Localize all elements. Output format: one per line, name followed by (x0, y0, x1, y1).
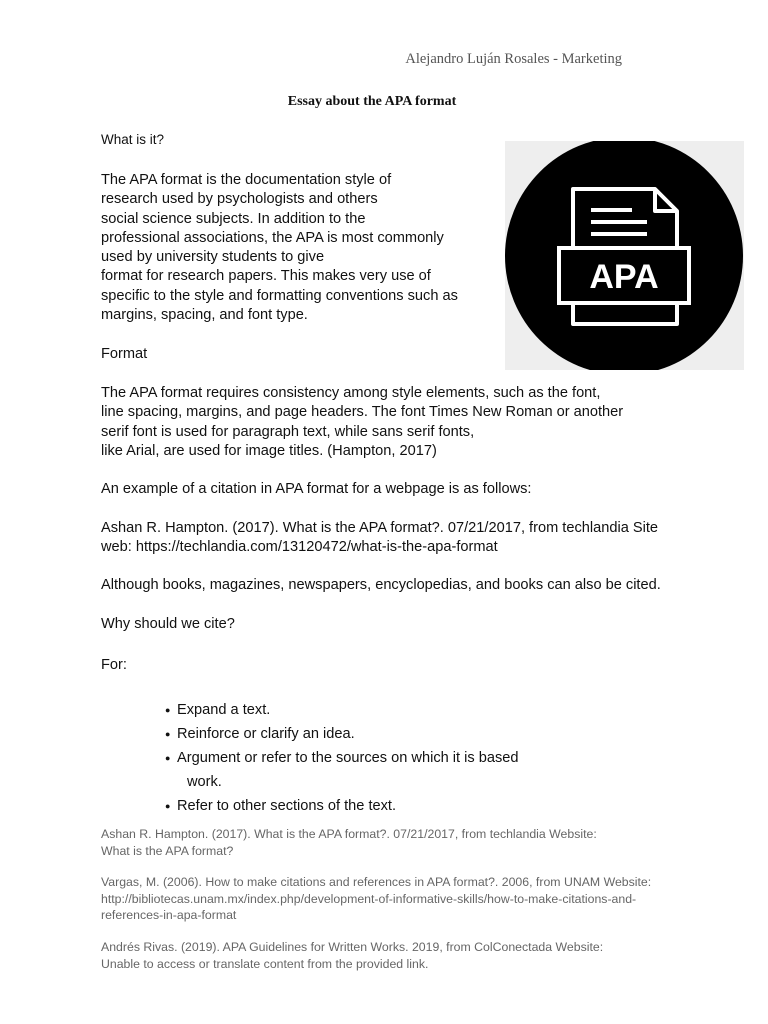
list-item: ● Refer to other sections of the text. (165, 794, 565, 818)
example-intro: An example of a citation in APA format for a webpage is as follows: (101, 481, 532, 497)
citation-line: web: https://techlandia.com/13120472/what-is-the-apa-format (101, 539, 498, 556)
reference-entry: Vargas, M. (2006). How to make citations and references in APA format?. 2006, from UNAM Website: http://bibliotecas.unam.mx/index.php/development-of-informative-skills/how-to-make-citations-and- references-in-apa-format (101, 875, 652, 922)
list-item: ● Argument or refer to the sources on which it is based work. (165, 746, 565, 794)
format-line: serif font is used for paragraph text, while sans serif fonts, (101, 423, 475, 440)
format-heading: Format (101, 346, 148, 362)
format-paragraph (101, 384, 691, 461)
format-line: line spacing, margins, and page headers. The font Times New Roman or another (101, 404, 624, 421)
format-line: The APA format requires consistency among style elements, such as the font, (101, 385, 601, 401)
what-line: used by university students to give (101, 249, 325, 266)
example-citation (101, 519, 701, 558)
what-heading: What is it? (101, 132, 165, 147)
what-line: margins, spacing, and font type. (101, 307, 308, 324)
what-line: specific to the style and formatting conventions such as (101, 287, 458, 304)
reasons-list (165, 698, 565, 818)
reference-entry: Ashan R. Hampton. (2017). What is the APA format?. 07/21/2017, from techlandia Website: What is the APA format? (101, 827, 597, 858)
author-line: Alejandro Luján Rosales - Marketing (405, 51, 622, 67)
for-label: For: (101, 657, 127, 673)
why-heading: Why should we cite? (101, 616, 235, 632)
list-item-continuation: work. (187, 774, 222, 790)
what-line: professional associations, the APA is most commonly (101, 229, 444, 246)
citation-line: Ashan R. Hampton. (2017). What is the APA format?. 07/21/2017, from techlandia Site (101, 520, 659, 536)
what-line: research used by psychologists and others (101, 191, 378, 208)
logo-text: APA (589, 258, 659, 296)
also-cited-text: Although books, magazines, newspapers, encyclopedias, and books can also be cited. (101, 577, 661, 593)
list-item: ● Reinforce or clarify an idea. (165, 722, 565, 746)
what-line: social science subjects. In addition to the (101, 210, 366, 227)
what-paragraph (101, 171, 484, 325)
reference-entry: Andrés Rivas. (2019). APA Guidelines for Written Works. 2019, from ColConectada Website: Unable to access or translate content from the provided link. (101, 940, 604, 971)
essay-title: Essay about the APA format (287, 94, 457, 109)
format-line: like Arial, are used for image titles. (Hampton, 2017) (101, 442, 437, 459)
what-line: The APA format is the documentation style of (101, 172, 392, 188)
list-item: ● Expand a text. (165, 698, 565, 722)
what-line: format for research papers. This makes very use of (101, 268, 431, 285)
apa-logo (505, 141, 744, 370)
